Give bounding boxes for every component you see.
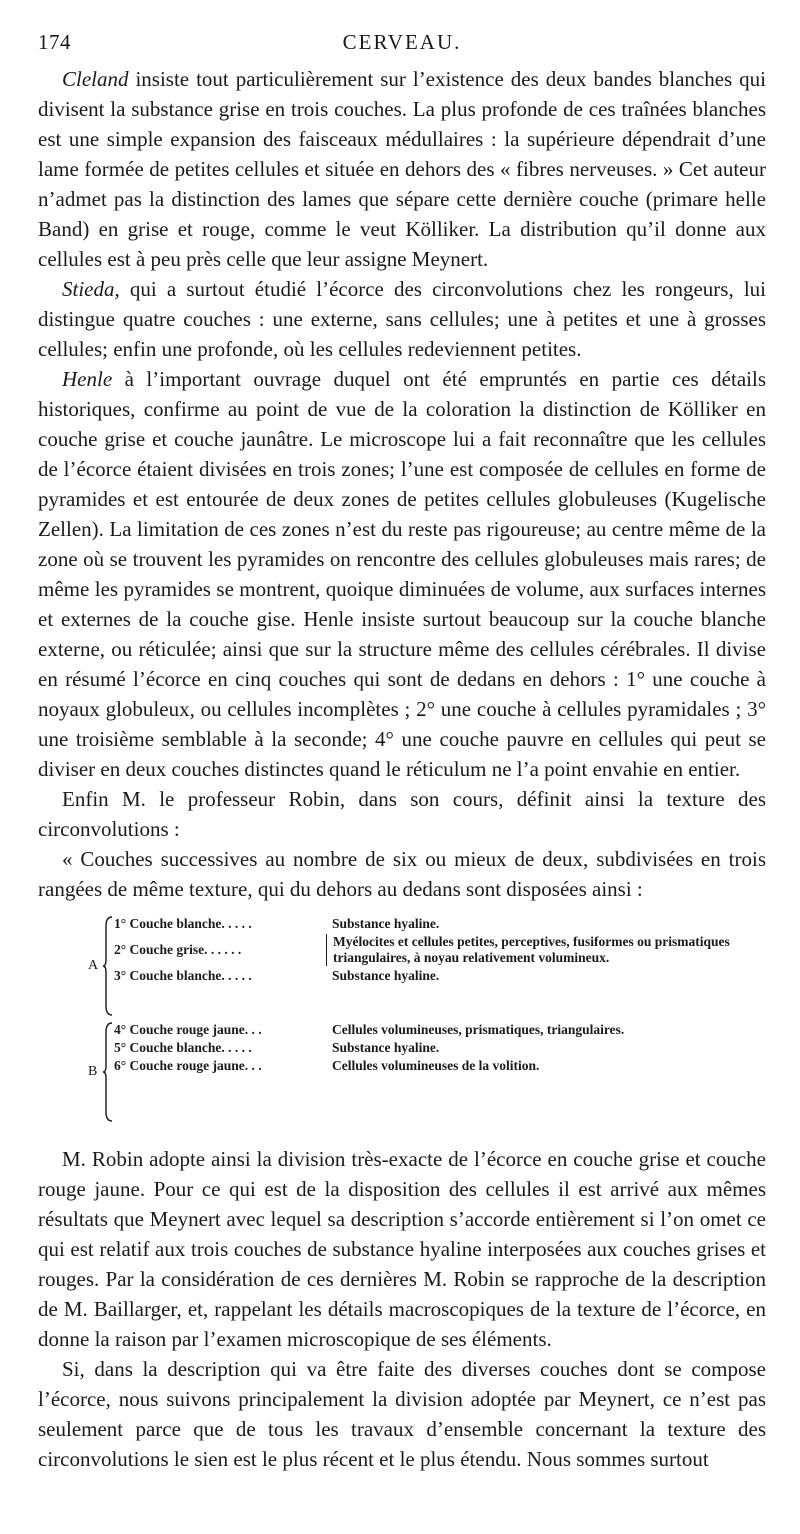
layer-row [114, 916, 766, 932]
paragraph-robin-quote [38, 844, 766, 904]
layer-description: Cellules volumineuses de la volition. [332, 1058, 540, 1073]
group-letter: B [88, 1064, 98, 1079]
layer-name: 4° Couche rouge jaune. . . [114, 1022, 262, 1037]
page-header [38, 30, 766, 64]
layer-row [114, 1058, 766, 1074]
running-title: CERVEAU. [342, 30, 462, 54]
layer-name: 5° Couche blanche. . . . . [114, 1040, 252, 1055]
paragraph-henle [38, 364, 766, 784]
paragraph-meynert-division: Si, dans la description qui va être faite des diverses couches dont se compose l’écorce, nous suivons principalement la division adoptée par Meynert, ce n’est pas seulement parce que de tous les travaux d’ensemble concernant la texture des circonvolutions le sien est le plus récent et le plus étendu. Nous sommes surtout [38, 1357, 766, 1471]
layer-description: Substance hyaline. [332, 916, 440, 931]
paragraph-text: à l’important ouvrage duquel ont été empruntés en partie ces détails historiques, confirme au point de vue de la coloration la distinction de Kölliker en couche grise et couche jaunâtre. Le microscope lui a fait reconnaître que les cellules de l’écorce étaient divisées en trois zones; l’une est composée de cellules en forme de pyramides et est entourée de deux zones de petites cellules globuleuses (Kugelische Zellen). La limitation de ces zones n’est du reste pas rigoureuse; au centre même de la zone où se trouvent les pyramides on rencontre des cellules globuleuses mais rares; de même les pyramides se montrent, quoique diminuées de volume, aux surfaces internes et externes de la couche gise. Henle insiste surtout beaucoup sur la couche blanche externe, ou réticulée; ainsi que sur la structure même des cellules cérébrales. Il divise en résumé l’écorce en cinq couches qui sont de dedans en dehors : 1° une couche à noyaux globuleux, ou cellules incomplètes ; 2° une couche à cellules pyramidales ; 3° une troisième semblable à la seconde; 4° une couche pauvre en cellules qui peut se diviser en deux couches distinctes quand le réticulum ne l’a point envahie en entier. [38, 367, 766, 781]
layer-row [114, 934, 766, 966]
layer-description: Substance hyaline. [332, 1040, 440, 1055]
layer-description: Substance hyaline. [332, 968, 440, 983]
layer-description: Cellules volumineuses, prismatiques, triangulaires. [332, 1022, 625, 1037]
author-name: Stieda, [62, 277, 120, 301]
paragraph-text: insiste tout particulièrement sur l’existence des deux bandes blanches qui divisent la substance grise en trois couches. La plus profonde de ces traînées blanches est une simple expansion des faisceaux médullaires : la supérieure dépendrait d’une lame formée de petites cellules et située en dehors des « fibres nerveuses. » Cet auteur n’admet pas la distinction des lames que sépare cette dernière couche (primare helle Band) en grise et rouge, comme le veut Kölliker. La distribution qu’il donne aux cellules est à peu près celle que leur assigne Meynert. [38, 67, 766, 271]
body-text [38, 64, 766, 904]
brace-icon [102, 1022, 114, 1122]
group-letter: A [88, 958, 99, 973]
paragraph-stieda [38, 274, 766, 364]
author-name: Henle [62, 367, 113, 391]
layer-name: 3° Couche blanche. . . . . [114, 968, 252, 983]
paragraph-text: qui a surtout étudié l’écorce des circonvolutions chez les rongeurs, lui distingue quatre couches : une externe, sans cellules; une à petites et une à grosses cellules; enfin une profonde, où les cellules redeviennent petites. [38, 277, 766, 361]
paragraph-robin-intro [38, 784, 766, 844]
paragraph-text: « Couches successives au nombre de six ou mieux de deux, subdivisées en trois rangées de même texture, qui du dehors au dedans sont disposées ainsi : [38, 847, 766, 901]
layer-row [114, 968, 766, 984]
brace-icon [102, 916, 114, 1016]
layer-name: 6° Couche rouge jaune. . . [114, 1058, 262, 1073]
layer-name: 2° Couche grise. . . . . . [114, 942, 242, 957]
body-text-continued [38, 1144, 766, 1474]
layer-classification-table [88, 916, 766, 1122]
layer-description: Myélocites et cellules petites, perceptives, fusiformes ou prismatiques triangulaires, à noyau relativement volumineux. [326, 934, 766, 966]
group-b [88, 1022, 766, 1122]
group-a [88, 916, 766, 1016]
page-number: 174 [38, 30, 71, 54]
paragraph-cleland [38, 64, 766, 274]
author-name: Cleland [62, 67, 129, 91]
paragraph-robin-analysis: M. Robin adopte ainsi la division très-exacte de l’écorce en couche grise et couche rouge jaune. Pour ce qui est de la disposition des cellules il est arrivé aux mêmes résultats que Meynert avec lequel sa description s’accorde entièrement si l’on omet ce qui est relatif aux trois couches de substance hyaline interposées aux couches grises et rouges. Par la considération de ces dernières M. Robin se rapproche de la description de M. Baillarger, et, rappelant les détails macroscopiques de la texture de l’écorce, en donne la raison par l’examen microscopique de ses éléments. [38, 1147, 766, 1351]
layer-row [114, 1040, 766, 1056]
layer-name: 1° Couche blanche. . . . . [114, 916, 252, 931]
paragraph-text: Enfin M. le professeur Robin, dans son cours, définit ainsi la texture des circonvolutions : [38, 787, 766, 841]
layer-row [114, 1022, 766, 1038]
